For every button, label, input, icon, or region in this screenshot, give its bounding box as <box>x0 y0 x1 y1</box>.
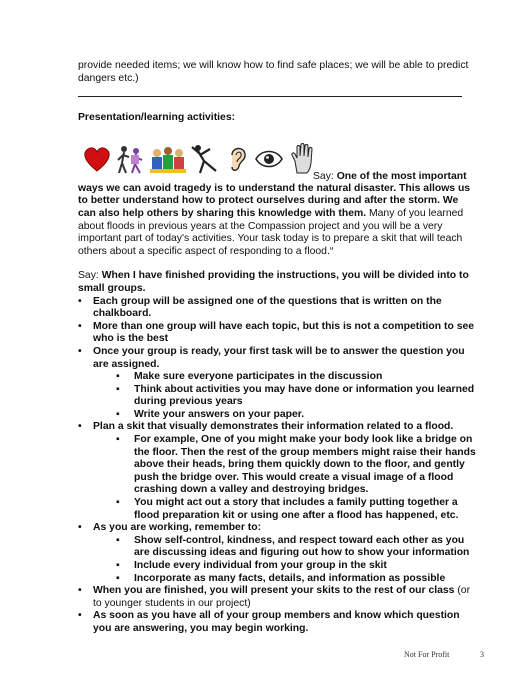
say-paragraph-normal: Many of you learned about floods in previous years at the Compassion project and you will be a very important part of today's activities. Your task today is to prepare a skit that will teach others about a specific aspect of responding to a flood.“ <box>78 207 464 257</box>
ear-icon <box>226 143 250 175</box>
sub-list-item: ▪ Think about activities you may have done or information you learned during previous years <box>116 384 478 409</box>
list-item: • Plan a skit that visually demonstrates their information related to a flood. ▪ For example, One of you might make your body look like a bridge on the floor. Then the rest of the group members might raise their hands above their heads, bring them quickly down to the floor, and gently push the bridge over. This would create a visual image of a flood crashing down a valley and destroying bridges. ▪ You might act out a story that includes a family putting together a flood preparation kit or using one after a flood has happened, etc. <box>78 421 478 522</box>
list-item: • Once your group is ready, your first task will be to answer the question you are assigned. ▪ Make sure everyone participates in the discussion ▪ Think about activities you may have done or information you learned during previous years ▪ Write your answers on your paper. <box>78 346 478 422</box>
sub-list-item: ▪ For example, One of you might make your body look like a bridge on the floor. Then the rest of the group members might raise their hands above their heads, bring them quickly down to the floor, and gently push the bridge over. This would create a visual image of a flood crashing down a valley and destroying bridges. <box>116 434 478 497</box>
page-number: 3 <box>480 650 484 659</box>
say-paragraph-2: Say: When I have finished providing the instructions, you will be divided into to small groups. <box>78 270 469 294</box>
say-paragraph-bold: ways we can avoid tragedy is to understand the natural disaster. This allows us to better understand how to protect ourselves during and after the storm. We can also help others by sharing this knowledge with them. <box>78 182 471 219</box>
heart-icon <box>82 143 112 175</box>
say-label-inline: Say: One of the most important <box>313 170 467 182</box>
instruction-list <box>78 296 478 636</box>
sub-list-item: ▪ Make sure everyone participates in the discussion <box>116 371 478 384</box>
list-item: • More than one group will have each topic, but this is not a competition to see who is the best <box>78 321 478 346</box>
say-lead-visible: One of the most important <box>336 170 467 182</box>
sub-list-item: ▪ Incorporate as many facts, details, and information as possible <box>116 573 478 586</box>
say-paragraph-1 <box>78 183 478 259</box>
footer-text: Not For Profit <box>404 650 450 659</box>
list-item: • As you are working, remember to: ▪ Show self-control, kindness, and respect toward each other as you are discussing ideas and figuring out how to show your information ▪ Include every individual from your group in the skit ▪ Incorporate as many facts, details, and information as possible <box>78 522 478 585</box>
stretch-figure-icon <box>190 143 220 175</box>
horizontal-rule <box>78 96 462 97</box>
walking-figures-icon <box>116 143 146 175</box>
activity-icons <box>78 143 478 183</box>
list-item: • As soon as you have all of your group members and know which question you are answering, you may begin working. <box>78 610 478 635</box>
sub-list-item: ▪ Write your answers on your paper. <box>116 409 478 422</box>
document-page <box>78 60 478 636</box>
sub-list-item: ▪ Include every individual from your group in the skit <box>116 560 478 573</box>
sub-list-item: ▪ You might act out a story that includes a family putting together a flood preparation kit or using one after a flood has happened, etc. <box>116 497 478 522</box>
group-figures-icon <box>150 143 186 175</box>
sub-list-item: ▪ Show self-control, kindness, and respect toward each other as you are discussing ideas and figuring out how to show your information <box>116 535 478 560</box>
list-item: • Each group will be assigned one of the questions that is written on the chalkboard. <box>78 296 478 321</box>
intro-text: provide needed items; we will know how to find safe places; we will be able to predict dangers etc.) <box>78 60 469 84</box>
eye-icon <box>254 143 284 175</box>
section-heading: Presentation/learning activities: <box>78 112 236 124</box>
list-item: • When you are finished, you will present your skits to the rest of our class (or to younger students in our project) <box>78 585 478 610</box>
